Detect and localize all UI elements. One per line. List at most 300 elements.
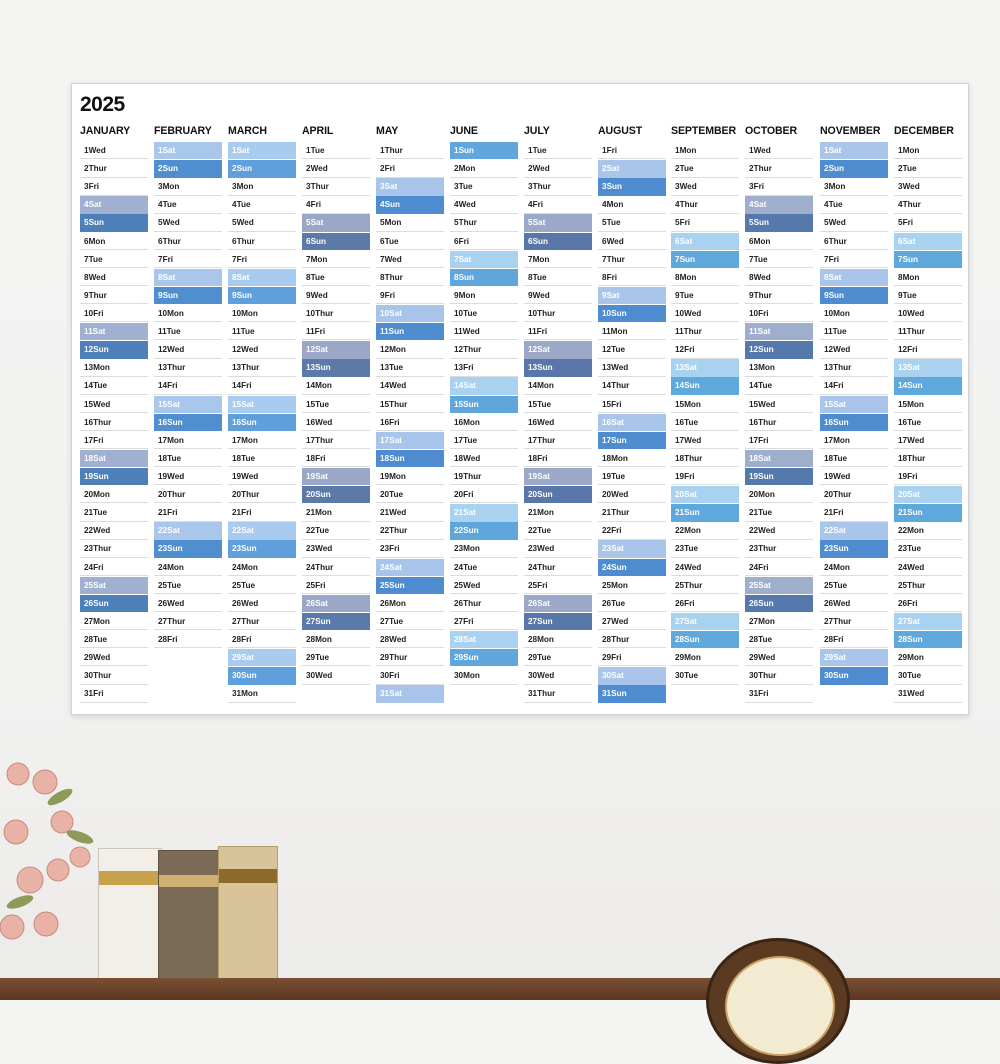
day-cell: 15Wed — [80, 396, 148, 413]
day-cell: 20Sun — [524, 486, 592, 503]
day-cell: 14Tue — [745, 377, 813, 394]
month-name: MARCH — [228, 125, 267, 137]
day-cell: 25Tue — [154, 577, 222, 594]
day-cell: 29Sun — [450, 649, 518, 666]
month-name: NOVEMBER — [820, 125, 881, 137]
day-cell: 13Fri — [450, 359, 518, 376]
day-cell: 15Sat — [228, 396, 296, 413]
day-cell: 29Tue — [524, 649, 592, 666]
day-cell: 25Mon — [598, 577, 666, 594]
day-cell: 14Tue — [80, 377, 148, 394]
day-cell: 6Wed — [598, 233, 666, 250]
day-cell: 2Sun — [228, 160, 296, 177]
day-cell: 4Tue — [820, 196, 888, 213]
day-cell: 31Fri — [745, 685, 813, 702]
day-cell: 4Fri — [524, 196, 592, 213]
day-cell: 31Fri — [80, 685, 148, 702]
day-cell: 7Wed — [376, 251, 444, 268]
day-cell: 27Thur — [820, 613, 888, 630]
day-cell: 15Sun — [450, 396, 518, 413]
day-cell: 29Tue — [302, 649, 370, 666]
day-cell: 7Tue — [745, 251, 813, 268]
day-cell: 10Mon — [154, 305, 222, 322]
day-cell: 26Wed — [820, 595, 888, 612]
day-cell: 20Wed — [598, 486, 666, 503]
month-column — [894, 124, 962, 703]
day-cell: 14Fri — [154, 377, 222, 394]
day-cell: 18Sun — [376, 450, 444, 467]
day-cell: 18Sat — [80, 450, 148, 467]
day-cell: 2Sun — [154, 160, 222, 177]
day-cell: 22Sat — [228, 522, 296, 539]
day-cell: 26Tue — [598, 595, 666, 612]
day-cell: 6Thur — [154, 233, 222, 250]
day-cell: 27Fri — [450, 613, 518, 630]
day-cell: 12Sun — [80, 341, 148, 358]
month-name: MAY — [376, 125, 399, 137]
day-cell: 28Fri — [154, 631, 222, 648]
day-cell: 25Tue — [228, 577, 296, 594]
day-cell: 12Fri — [671, 341, 739, 358]
day-cell: 4Mon — [598, 196, 666, 213]
month-name: AUGUST — [598, 125, 643, 137]
day-cell: 18Tue — [228, 450, 296, 467]
day-cell: 2Wed — [302, 160, 370, 177]
day-cell: 19Sun — [745, 468, 813, 485]
day-cell: 12Sat — [302, 341, 370, 358]
day-cell: 28Mon — [524, 631, 592, 648]
day-cell: 5Mon — [376, 214, 444, 231]
day-cell: 24Mon — [820, 559, 888, 576]
day-cell: 13Wed — [598, 359, 666, 376]
day-cell: 4Tue — [154, 196, 222, 213]
day-cell: 6Fri — [450, 233, 518, 250]
day-cell: 11Tue — [228, 323, 296, 340]
day-cell: 15Sat — [154, 396, 222, 413]
day-cell: 25Thur — [894, 577, 962, 594]
day-cell: 25Sat — [80, 577, 148, 594]
day-cell: 6Sun — [524, 233, 592, 250]
day-cell: 16Thur — [80, 414, 148, 431]
day-cell: 5Sat — [302, 214, 370, 231]
day-cell: 7Sun — [671, 251, 739, 268]
day-cell: 8Sat — [820, 269, 888, 286]
day-cell: 9Tue — [671, 287, 739, 304]
day-cell: 7Thur — [598, 251, 666, 268]
month-column — [598, 124, 666, 703]
day-cell: 22Sat — [154, 522, 222, 539]
day-cell: 6Mon — [745, 233, 813, 250]
day-cell: 26Fri — [894, 595, 962, 612]
day-cell: 2Tue — [894, 160, 962, 177]
day-cell: 25Sat — [745, 577, 813, 594]
day-cell: 22Wed — [745, 522, 813, 539]
day-cell: 29Sat — [820, 649, 888, 666]
day-cell: 9Wed — [524, 287, 592, 304]
day-cell: 26Sun — [80, 595, 148, 612]
day-cell: 20Sat — [671, 486, 739, 503]
day-cell: 24Mon — [154, 559, 222, 576]
day-cell: 27Tue — [376, 613, 444, 630]
day-cell: 12Sat — [524, 341, 592, 358]
day-cell: 18Tue — [154, 450, 222, 467]
day-cell: 3Mon — [154, 178, 222, 195]
day-cell: 16Wed — [302, 414, 370, 431]
calendar-year: 2025 — [80, 93, 125, 116]
day-cell: 3Fri — [80, 178, 148, 195]
day-cell: 5Thur — [450, 214, 518, 231]
day-cell: 24Wed — [894, 559, 962, 576]
day-cell: 21Tue — [745, 504, 813, 521]
day-cell: 1Wed — [80, 142, 148, 159]
day-cell: 24Thur — [524, 559, 592, 576]
day-cell: 7Tue — [80, 251, 148, 268]
day-cell: 29Mon — [894, 649, 962, 666]
day-cell: 12Tue — [598, 341, 666, 358]
day-cell: 31Sun — [598, 685, 666, 702]
day-cell: 17Tue — [450, 432, 518, 449]
day-cell: 4Tue — [228, 196, 296, 213]
day-cell: 21Tue — [80, 504, 148, 521]
day-cell: 24Fri — [80, 559, 148, 576]
day-cell: 25Tue — [820, 577, 888, 594]
day-cell: 26Mon — [376, 595, 444, 612]
day-cell: 24Sun — [598, 559, 666, 576]
month-name: OCTOBER — [745, 125, 798, 137]
day-cell: 21Mon — [524, 504, 592, 521]
day-cell: 22Mon — [671, 522, 739, 539]
day-cell: 18Fri — [302, 450, 370, 467]
day-cell: 11Fri — [524, 323, 592, 340]
day-cell: 16Sat — [598, 414, 666, 431]
day-cell: 13Thur — [228, 359, 296, 376]
day-cell: 29Wed — [745, 649, 813, 666]
month-name: JANUARY — [80, 125, 131, 137]
day-cell: 6Thur — [228, 233, 296, 250]
day-cell: 5Tue — [598, 214, 666, 231]
day-cell: 11Sun — [376, 323, 444, 340]
day-cell: 12Wed — [820, 341, 888, 358]
day-cell: 26Wed — [154, 595, 222, 612]
day-cell: 28Sat — [450, 631, 518, 648]
wall-calendar-poster — [71, 83, 969, 715]
day-cell: 8Mon — [671, 269, 739, 286]
day-cell: 3Wed — [894, 178, 962, 195]
day-cell: 24Tue — [450, 559, 518, 576]
day-cell: 4Sat — [80, 196, 148, 213]
day-cell: 14Thur — [598, 377, 666, 394]
day-cell: 15Mon — [671, 396, 739, 413]
day-cell: 17Fri — [80, 432, 148, 449]
month-column — [450, 124, 518, 685]
day-cell: 9Thur — [745, 287, 813, 304]
day-cell: 6Sat — [894, 233, 962, 250]
day-cell: 3Fri — [745, 178, 813, 195]
day-cell: 1Mon — [894, 142, 962, 159]
day-cell: 9Sat — [598, 287, 666, 304]
book-gold — [218, 846, 278, 990]
day-cell: 22Wed — [80, 522, 148, 539]
day-cell: 12Fri — [894, 341, 962, 358]
day-cell: 23Sat — [598, 540, 666, 557]
day-cell: 28Sun — [894, 631, 962, 648]
day-cell: 15Tue — [302, 396, 370, 413]
day-cell: 30Sun — [820, 667, 888, 684]
day-cell: 3Mon — [820, 178, 888, 195]
day-cell: 19Thur — [450, 468, 518, 485]
day-cell: 8Mon — [894, 269, 962, 286]
day-cell: 27Mon — [745, 613, 813, 630]
day-cell: 16Sun — [154, 414, 222, 431]
day-cell: 19Fri — [894, 468, 962, 485]
day-cell: 1Sat — [820, 142, 888, 159]
day-cell: 15Mon — [894, 396, 962, 413]
day-cell: 1Sat — [228, 142, 296, 159]
day-cell: 10Thur — [524, 305, 592, 322]
day-cell: 17Fri — [745, 432, 813, 449]
day-cell: 2Tue — [671, 160, 739, 177]
day-cell: 7Mon — [524, 251, 592, 268]
day-cell: 22Tue — [524, 522, 592, 539]
day-cell: 8Tue — [302, 269, 370, 286]
day-cell: 13Mon — [745, 359, 813, 376]
day-cell: 10Sun — [598, 305, 666, 322]
day-cell: 26Sat — [524, 595, 592, 612]
day-cell: 23Wed — [302, 540, 370, 557]
day-cell: 26Thur — [450, 595, 518, 612]
day-cell: 17Wed — [671, 432, 739, 449]
day-cell: 1Tue — [302, 142, 370, 159]
day-cell: 23Thur — [80, 540, 148, 557]
day-cell: 1Tue — [524, 142, 592, 159]
day-cell: 31Wed — [894, 685, 962, 702]
day-cell: 7Fri — [820, 251, 888, 268]
day-cell: 20Thur — [228, 486, 296, 503]
day-cell: 8Sat — [154, 269, 222, 286]
day-cell: 4Fri — [302, 196, 370, 213]
day-cell: 3Sun — [598, 178, 666, 195]
day-cell: 20Mon — [80, 486, 148, 503]
day-cell: 19Mon — [376, 468, 444, 485]
month-column — [524, 124, 592, 703]
day-cell: 10Fri — [80, 305, 148, 322]
day-cell: 31Mon — [228, 685, 296, 702]
day-cell: 21Fri — [820, 504, 888, 521]
day-cell: 16Wed — [524, 414, 592, 431]
day-cell: 9Sun — [820, 287, 888, 304]
day-cell: 23Sun — [820, 540, 888, 557]
day-cell: 25Fri — [524, 577, 592, 594]
month-name: APRIL — [302, 125, 334, 137]
day-cell: 10Wed — [671, 305, 739, 322]
day-cell: 7Sun — [894, 251, 962, 268]
month-column — [820, 124, 888, 685]
clock-icon — [706, 938, 850, 1064]
month-name: SEPTEMBER — [671, 125, 737, 137]
day-cell: 2Fri — [376, 160, 444, 177]
day-cell: 30Tue — [671, 667, 739, 684]
day-cell: 2Sat — [598, 160, 666, 177]
day-cell: 20Tue — [376, 486, 444, 503]
day-cell: 20Sat — [894, 486, 962, 503]
day-cell: 22Fri — [598, 522, 666, 539]
day-cell: 11Wed — [450, 323, 518, 340]
day-cell: 2Mon — [450, 160, 518, 177]
day-cell: 11Thur — [894, 323, 962, 340]
clock-face — [725, 956, 835, 1056]
day-cell: 30Sun — [228, 667, 296, 684]
day-cell: 22Sun — [450, 522, 518, 539]
day-cell: 16Tue — [671, 414, 739, 431]
day-cell: 15Thur — [376, 396, 444, 413]
day-cell: 21Thur — [598, 504, 666, 521]
day-cell: 21Mon — [302, 504, 370, 521]
day-cell: 22Thur — [376, 522, 444, 539]
day-cell: 10Tue — [450, 305, 518, 322]
day-cell: 4Wed — [450, 196, 518, 213]
day-cell: 29Sat — [228, 649, 296, 666]
day-cell: 20Thur — [154, 486, 222, 503]
day-cell: 5Fri — [671, 214, 739, 231]
day-cell: 7Fri — [154, 251, 222, 268]
day-cell: 30Thur — [745, 667, 813, 684]
day-cell: 3Sat — [376, 178, 444, 195]
day-cell: 12Mon — [376, 341, 444, 358]
day-cell: 25Wed — [450, 577, 518, 594]
day-cell: 2Thur — [80, 160, 148, 177]
day-cell: 27Thur — [154, 613, 222, 630]
day-cell: 8Sun — [450, 269, 518, 286]
day-cell: 6Sun — [302, 233, 370, 250]
day-cell: 23Sun — [154, 540, 222, 557]
day-cell: 18Sat — [745, 450, 813, 467]
day-cell: 23Tue — [671, 540, 739, 557]
day-cell: 24Sat — [376, 559, 444, 576]
day-cell: 25Fri — [302, 577, 370, 594]
day-cell: 15Tue — [524, 396, 592, 413]
day-cell: 14Sun — [894, 377, 962, 394]
day-cell: 10Fri — [745, 305, 813, 322]
day-cell: 3Mon — [228, 178, 296, 195]
day-cell: 13Thur — [154, 359, 222, 376]
day-cell: 16Thur — [745, 414, 813, 431]
day-cell: 18Tue — [820, 450, 888, 467]
day-cell: 7Fri — [228, 251, 296, 268]
day-cell: 21Sun — [671, 504, 739, 521]
day-cell: 6Thur — [820, 233, 888, 250]
day-cell: 1Mon — [671, 142, 739, 159]
month-column — [154, 124, 222, 649]
day-cell: 25Sun — [376, 577, 444, 594]
day-cell: 18Mon — [598, 450, 666, 467]
day-cell: 1Sat — [154, 142, 222, 159]
day-cell: 5Sat — [524, 214, 592, 231]
day-cell: 12Wed — [228, 341, 296, 358]
day-cell: 19Sat — [524, 468, 592, 485]
day-cell: 3Tue — [450, 178, 518, 195]
day-cell: 26Wed — [228, 595, 296, 612]
day-cell: 11Tue — [820, 323, 888, 340]
month-column — [302, 124, 370, 685]
day-cell: 23Sun — [228, 540, 296, 557]
day-cell: 19Tue — [598, 468, 666, 485]
day-cell: 14Mon — [302, 377, 370, 394]
day-cell: 19Wed — [820, 468, 888, 485]
day-cell: 17Sun — [598, 432, 666, 449]
day-cell: 30Mon — [450, 667, 518, 684]
day-cell: 28Sun — [671, 631, 739, 648]
day-cell: 14Wed — [376, 377, 444, 394]
day-cell: 3Wed — [671, 178, 739, 195]
day-cell: 2Wed — [524, 160, 592, 177]
day-cell: 13Mon — [80, 359, 148, 376]
day-cell: 23Fri — [376, 540, 444, 557]
day-cell: 14Fri — [228, 377, 296, 394]
day-cell: 28Fri — [820, 631, 888, 648]
day-cell: 23Tue — [894, 540, 962, 557]
day-cell: 24Fri — [745, 559, 813, 576]
day-cell: 14Fri — [820, 377, 888, 394]
day-cell: 12Thur — [450, 341, 518, 358]
day-cell: 17Mon — [820, 432, 888, 449]
day-cell: 17Sat — [376, 432, 444, 449]
day-cell: 8Wed — [80, 269, 148, 286]
day-cell: 25Thur — [671, 577, 739, 594]
day-cell: 8Fri — [598, 269, 666, 286]
day-cell: 31Sat — [376, 685, 444, 702]
day-cell: 18Thur — [671, 450, 739, 467]
day-cell: 21Sat — [450, 504, 518, 521]
day-cell: 17Thur — [302, 432, 370, 449]
day-cell: 10Sat — [376, 305, 444, 322]
day-cell: 9Wed — [302, 287, 370, 304]
day-cell: 11Sat — [80, 323, 148, 340]
day-cell: 11Thur — [671, 323, 739, 340]
day-cell: 29Fri — [598, 649, 666, 666]
day-cell: 15Fri — [598, 396, 666, 413]
day-cell: 1Fri — [598, 142, 666, 159]
day-cell: 9Sun — [228, 287, 296, 304]
day-cell: 8Wed — [745, 269, 813, 286]
day-cell: 12Wed — [154, 341, 222, 358]
wooden-shelf — [0, 978, 1000, 1000]
day-cell: 29Thur — [376, 649, 444, 666]
day-cell: 8Thur — [376, 269, 444, 286]
month-column — [228, 124, 296, 703]
month-name: JUNE — [450, 125, 478, 137]
day-cell: 30Wed — [524, 667, 592, 684]
day-cell: 23Wed — [524, 540, 592, 557]
day-cell: 28Tue — [80, 631, 148, 648]
day-cell: 11Tue — [154, 323, 222, 340]
day-cell: 19Sat — [302, 468, 370, 485]
day-cell: 27Sat — [671, 613, 739, 630]
day-cell: 28Mon — [302, 631, 370, 648]
day-cell: 31Thur — [524, 685, 592, 702]
day-cell: 24Wed — [671, 559, 739, 576]
day-cell: 30Sat — [598, 667, 666, 684]
book-brown — [158, 850, 222, 990]
day-cell: 9Thur — [80, 287, 148, 304]
day-cell: 1Sun — [450, 142, 518, 159]
day-cell: 8Sat — [228, 269, 296, 286]
day-cell: 11Mon — [598, 323, 666, 340]
day-cell: 13Thur — [820, 359, 888, 376]
day-cell: 15Wed — [745, 396, 813, 413]
day-cell: 7Sat — [450, 251, 518, 268]
day-cell: 23Thur — [745, 540, 813, 557]
day-cell: 26Fri — [671, 595, 739, 612]
